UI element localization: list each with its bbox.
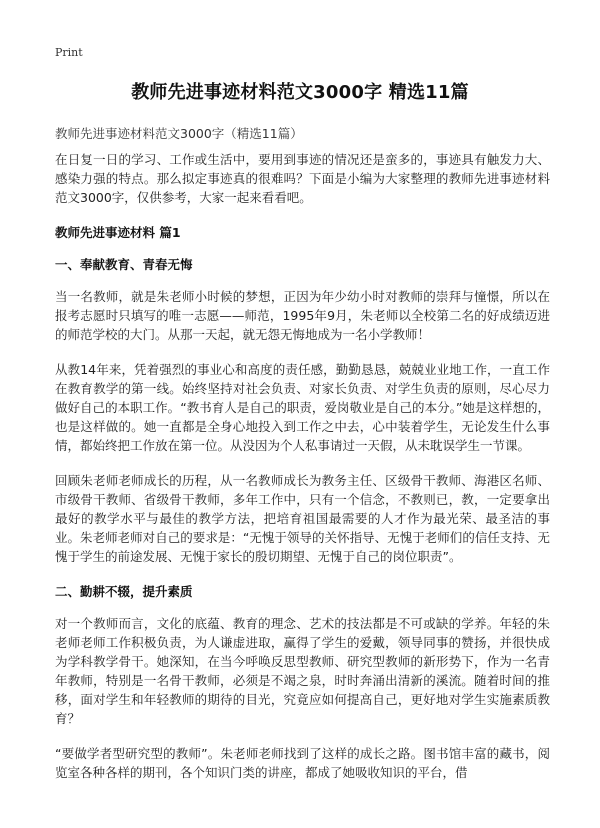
paragraph: “要做学者型研究型的教师”。朱老师老师找到了这样的成长之路。图书馆丰富的藏书，阅览室各种各样的期刊，各个知识门类的讲座，都成了她吸收知识的平台，借 [55,746,550,780]
article-heading: 教师先进事迹材料 篇1 [55,225,181,240]
paragraph: 当一名教师，就是朱老师小时候的梦想，正因为年少幼小时对教师的崇拜与憧憬，所以在报考志愿时只填写的唯一志愿——师范，1995年9月，朱老师以全校第二名的好成绩迈进的师范学校的大门。从那一天起，就无怨无悔地成为一名小学教师！ [55,289,550,342]
paragraph: 回顾朱老师老师成长的历程，从一名教师成长为教务主任、区级骨干教师、海港区名师、市级骨干教师、省级骨干教师，多年工作中，只有一个信念，不教则已，教，一定要拿出最好的教学水平与最佳的教学方法，把培育祖国最需要的人才作为最光荣、最圣洁的事业。朱老师老师对自己的要求是：“无愧于领导的关怀指导、无愧于老师们的信任支持、无愧于学生的前途发展、无愧于家长的殷切期望、无愧于自己的岗位职责”。 [55,473,550,564]
document-subtitle: 教师先进事迹材料范文3000字（精选11篇） [55,126,303,141]
paragraph: 从教14年来，凭着强烈的事业心和高度的责任感，勤勤恳恳，兢兢业业地工作，一直工作在教育教学的第一线。始终坚持对社会负责、对家长负责、对学生负责的原则，尽心尽力做好自己的本职工作。“教书育人是自己的职责，爱岗敬业是自己的本分。”她是这样想的，也是这样做的。她一直都是全身心地投入到工作之中去，心中装着学生，无论发生什么事情，都始终把工作放在第一位。从没因为个人私事请过一天假，从未耽误学生一节课。 [55,362,550,453]
document-body [55,150,550,798]
print-link[interactable]: Print [55,46,83,59]
section-heading-1: 一、奉献教育、青春无悔 [55,257,193,272]
section-heading-2: 二、勤耕不辍，提升素质 [55,584,193,599]
page-title: 教师先进事迹材料范文3000字 精选11篇 [131,82,469,103]
paragraph: 对一个教师而言，文化的底蕴、教育的理念、艺术的技法都是不可或缺的学养。年轻的朱老师老师工作积极负责，为人谦虚进取，赢得了学生的爱戴，领导同事的赞扬，并很快成为学科教学骨干。她深知，在当今呼唤反思型教师、研究型教师的新形势下，作为一名青年教师，特别是一名骨干教师，必须是不竭之泉，时时奔涌出清新的溪流。随着时间的推移，面对学生和年轻教师的期待的目光，究竟应如何提高自己，更好地对学生实施素质教育？ [55,616,550,726]
intro-paragraph: 在日复一日的学习、工作或生活中，要用到事迹的情况还是蛮多的，事迹具有触发力大、感染力强的特点。那么拟定事迹真的很难吗？下面是小编为大家整理的教师先进事迹材料范文3000字，仅供参考，大家一起来看看吧。 [55,152,550,205]
